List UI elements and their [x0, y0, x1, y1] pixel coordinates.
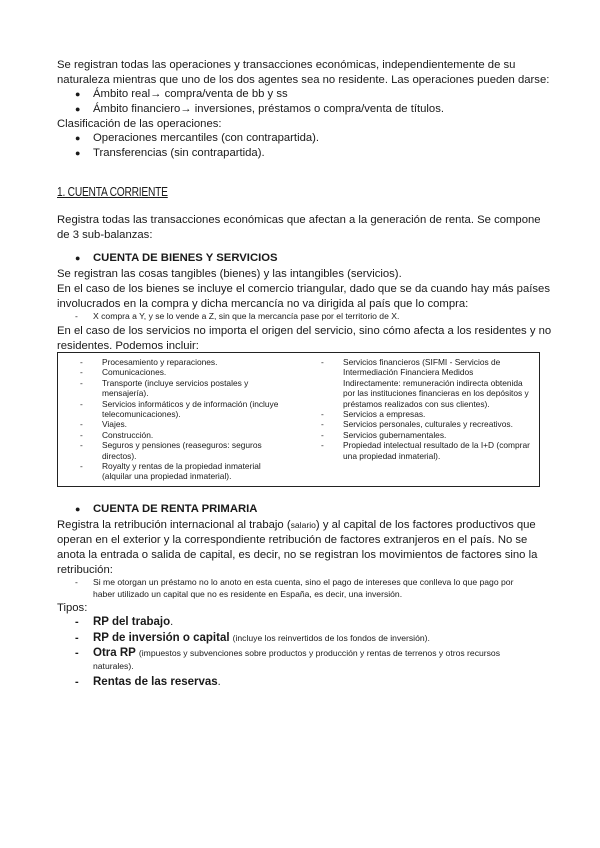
list-item: - Servicios a empresas. [321, 409, 426, 420]
list-item: - Seguros y pensiones (reaseguros: seguros directos). [80, 440, 262, 461]
bys-line-2: En el caso de los bienes se incluye el comercio triangular, dado que se da cuando hay más países [57, 283, 550, 295]
list-item: - Royalty y rentas de la propiedad inmaterial (alquilar una propiedad inmaterial). [80, 461, 261, 482]
list-item: - Transporte (incluye servicios postales y mensajería). [80, 377, 249, 399]
bys-line-4: En el caso de los servicios no importa el origen del servicio, sino cómo afecta a los residentes y no [57, 325, 552, 337]
list-item: - Servicios gubernamentales. [321, 429, 447, 440]
rp-note-line-1: - Si me otorgan un préstamo no lo anoto en esta cuenta, sino el pago de intereses que conlleva lo que pago por [75, 577, 514, 587]
bys-line-3: involucrados en la compra y dicha mercancía no va dirigida al país que lo compra: [57, 298, 469, 310]
clasif-label: Clasificación de las operaciones: [57, 118, 222, 130]
bullet-icon: ● [75, 133, 81, 143]
bullet-icon: ● [75, 148, 81, 158]
list-item: - Servicios informáticos y de información (incluye telecomunicaciones). [80, 398, 279, 420]
list-item: - Propiedad intelectual resultado de la I+D (comprar una propiedad inmaterial). [321, 440, 530, 461]
list-item: - Servicios financieros (SIFMI - Servicios de Intermediación Financiera Medidos Indirectamente: remuneración indirecta obtenida por las instituciones financieras en los depósitos y préstamos realizados con sus clientes). [321, 357, 529, 409]
section-line-1: Registra todas las transacciones económicas que afectan a la generación de renta. Se compone [57, 214, 541, 226]
rp-line-3: anota la entrada o salida de capital, es decir, no se registran los movimientos de factores sino la [57, 549, 538, 561]
bys-line-5: residentes. Podemos incluir: [57, 340, 199, 352]
intro-line-2: naturaleza mientras que uno de los dos agentes sea no residente. Las operaciones pueden darse: [57, 74, 550, 86]
section-title: 1. CUENTA CORRIENTE [57, 185, 168, 199]
tipo-2: - RP de inversión o capital (incluye los reinvertidos de los fondos de inversión). [75, 632, 430, 644]
services-right-column [311, 357, 531, 461]
tipo-4: - Rentas de las reservas. [75, 676, 221, 688]
rp-note-line-2: haber utilizado un capital que no es residente en España, es decir, una inversión. [93, 589, 403, 599]
tipo-3: - Otra RP (impuestos y subvenciones sobre productos y producción y rentas de terrenos y otros recursos [75, 647, 501, 659]
list-item: - Procesamiento y reparaciones. [80, 357, 218, 367]
tipo-1: - RP del trabajo. [75, 616, 174, 628]
rp-line-1: Registra la retribución internacional al trabajo (salario) y al capital de los factores productivos que [57, 519, 536, 531]
bys-line-1: Se registran las cosas tangibles (bienes) y las intangibles (servicios). [57, 268, 402, 280]
bullet-icon: ● [75, 253, 81, 263]
list-item: - Servicios personales, culturales y recreativos. [321, 419, 513, 430]
bullet-icon: ● [75, 104, 81, 114]
clasif-bullet-2: ● Transferencias (sin contrapartida). [75, 147, 265, 159]
bys-note: - X compra a Y, y se lo vende a Z, sin que la mercancía pase por el territorio de X. [75, 311, 400, 321]
section-line-2: de 3 sub-balanzas: [57, 229, 153, 241]
tipo-3-note-line-2: naturales). [93, 661, 134, 671]
intro-bullet-2: ● Ámbito financiero→ inversiones, préstamos o compra/venta de títulos. [75, 103, 444, 115]
intro-line-1: Se registran todas las operaciones y transacciones económicas, independientemente de su [57, 59, 516, 71]
list-item: - Viajes. [80, 419, 127, 430]
subheading-bienes-servicios: ● CUENTA DE BIENES Y SERVICIOS [75, 252, 278, 264]
intro-bullet-1: ● Ámbito real→ compra/venta de bb y ss [75, 88, 288, 100]
tipos-label: Tipos: [57, 602, 88, 614]
services-table [57, 352, 540, 487]
bullet-icon: ● [75, 504, 81, 514]
clasif-bullet-1: ● Operaciones mercantiles (con contrapartida). [75, 132, 320, 144]
list-item: - Construcción. [80, 429, 154, 440]
list-item: - Comunicaciones. [80, 367, 167, 378]
bullet-icon: ● [75, 89, 81, 99]
services-left-column [70, 357, 280, 482]
subheading-renta-primaria: ● CUENTA DE RENTA PRIMARIA [75, 503, 258, 515]
rp-line-4: retribución: [57, 564, 113, 576]
rp-line-2: operan en el exterior y la correspondiente retribución de factores extranjeros en el país. No se [57, 534, 528, 546]
